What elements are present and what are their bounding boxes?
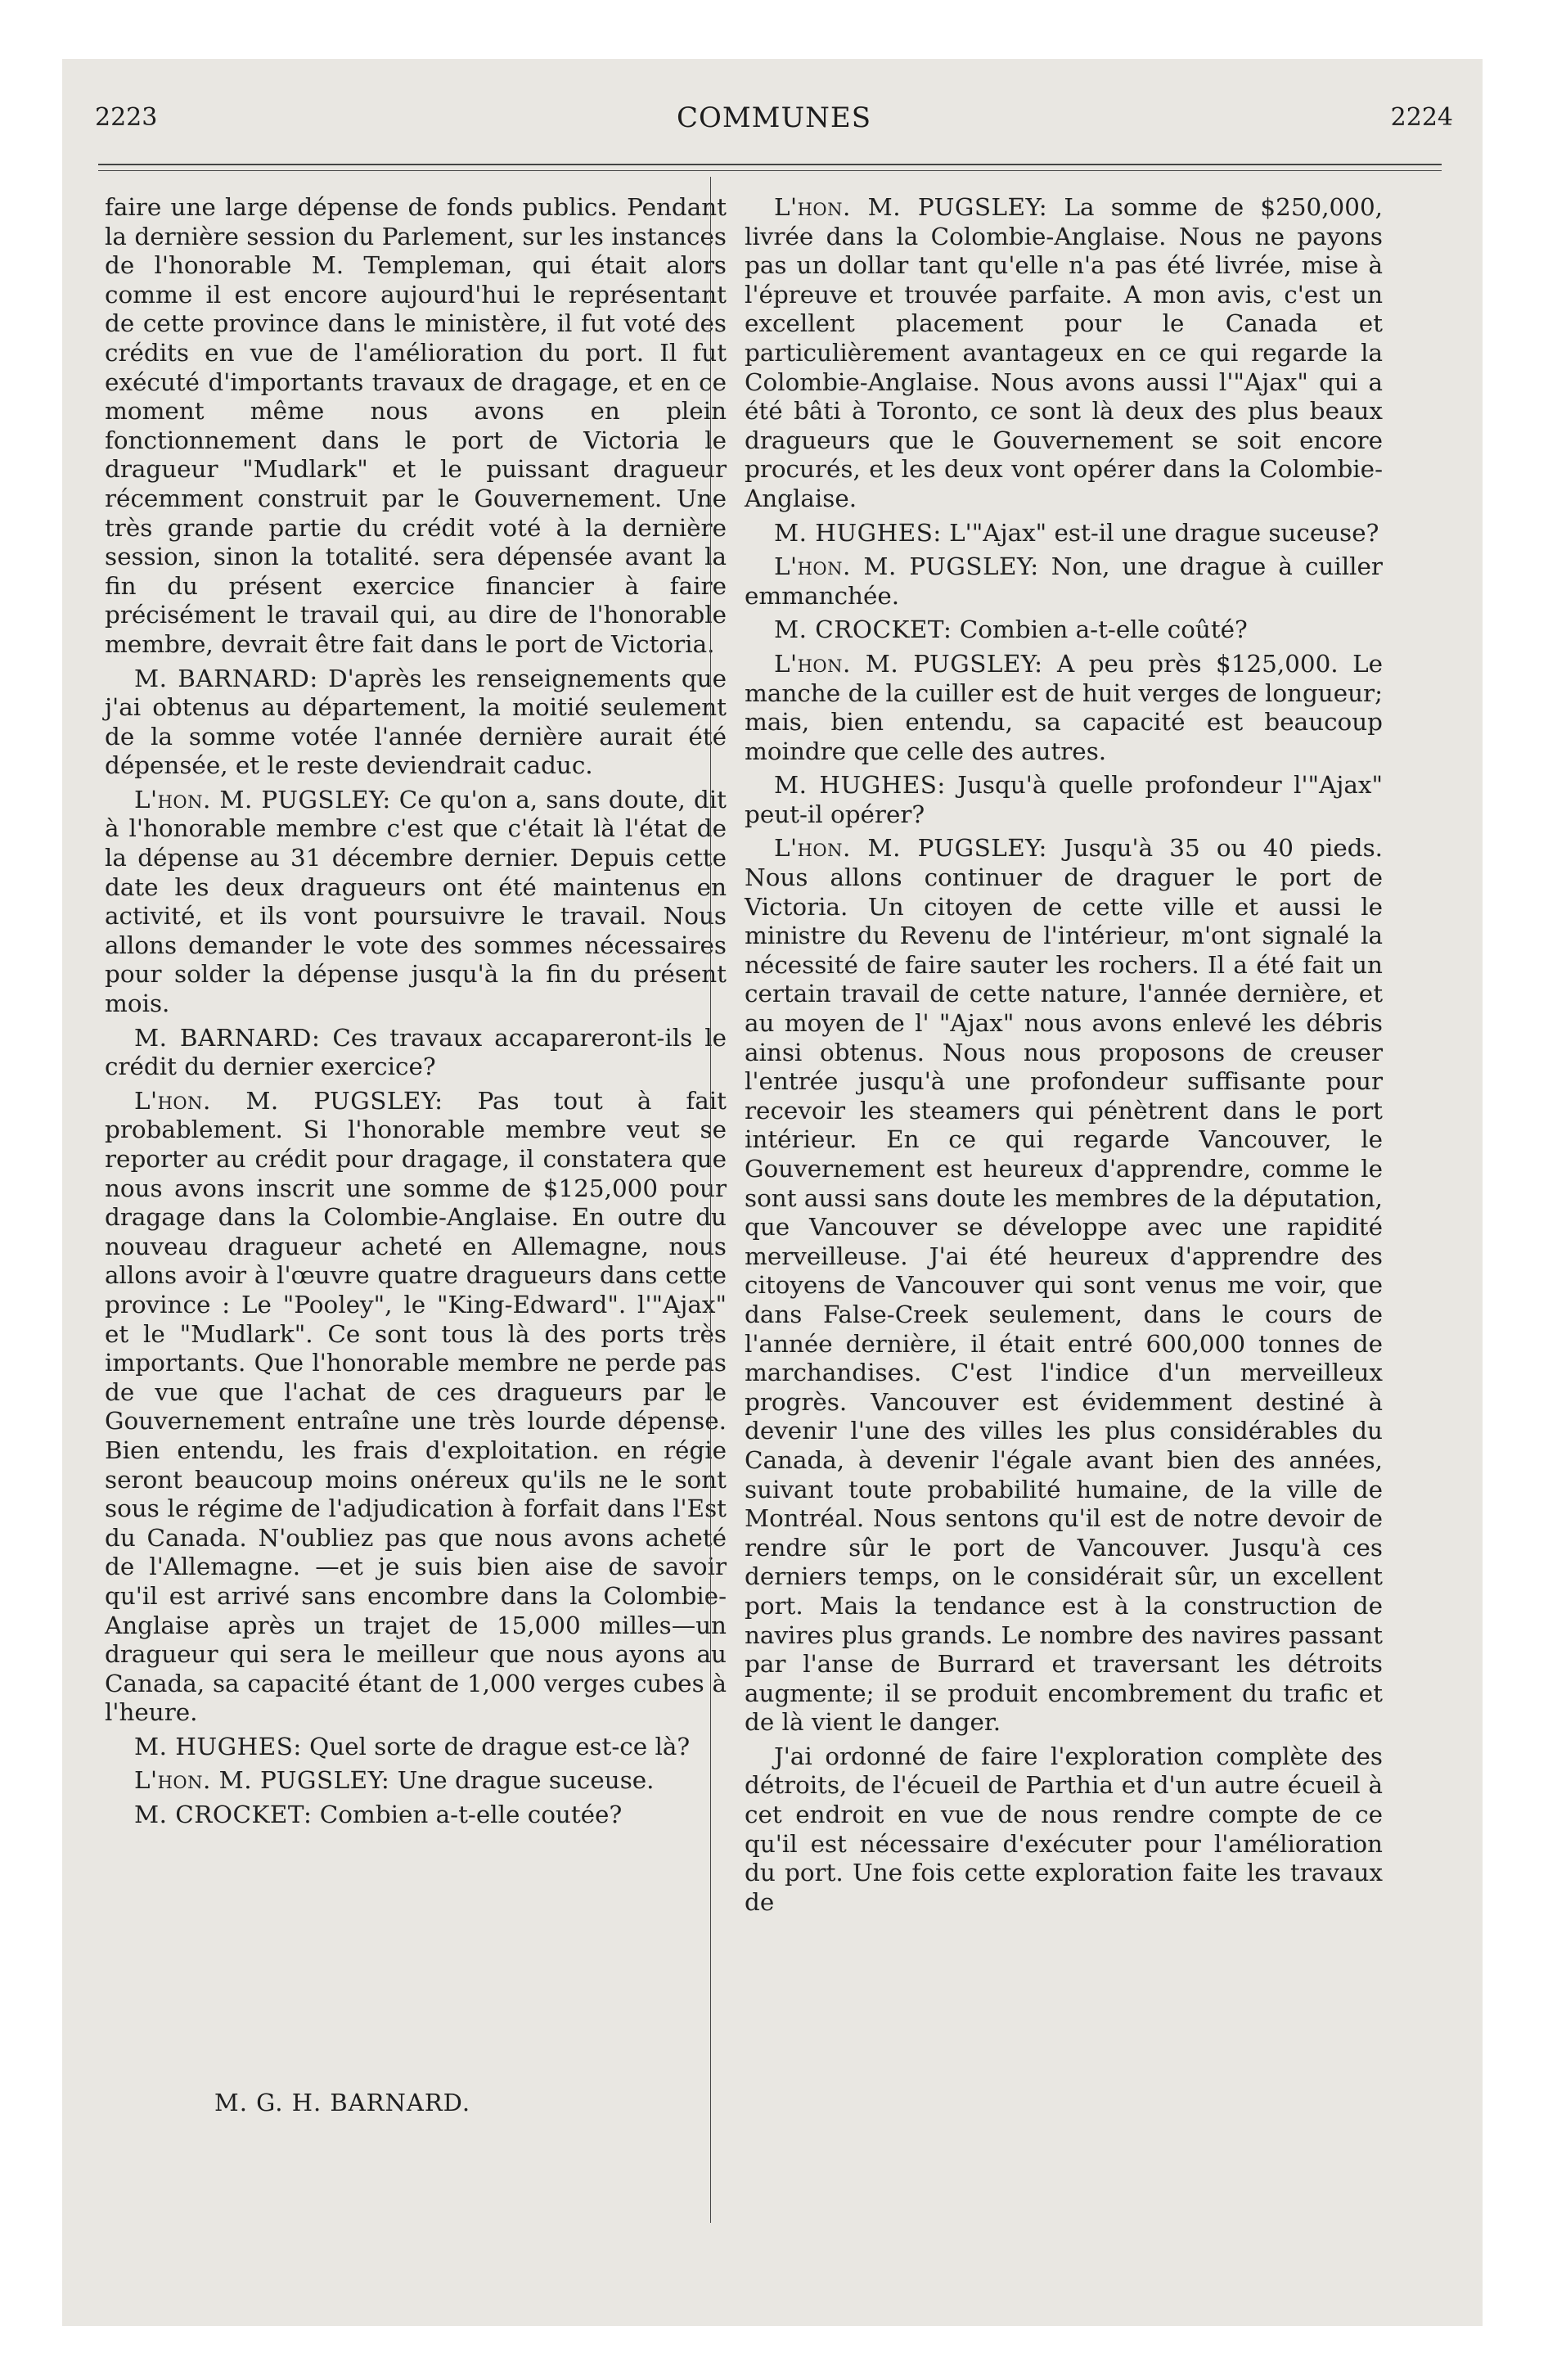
right-column: [745, 193, 1383, 1922]
paragraph: L'hon. M. PUGSLEY: La somme de $250,000, livrée dans la Colombie-Anglaise. Nous ne payons pas un dollar tant qu'elle n'a pas été livrée, mise à l'épreuve et trouvée parfaite. A mon avis, c'est un excellent placement pour le Canada et particulièrement avantageux en ce qui regarde la Colombie-Anglaise. Nous avons aussi l'"Ajax" qui a été bâti à Toronto, ce sont là deux des plus beaux dragueurs que le Gouvernement se soit encore procurés, et les deux vont opérer dans la Colombie-Anglaise.: [745, 193, 1383, 512]
paragraph: M. CROCKET: Combien a-t-elle coutée?: [134, 1801, 623, 1829]
paragraph: M. HUGHES: L'"Ajax" est-il une drague suceuse?: [774, 518, 1379, 547]
paragraph: L'hon. M. PUGSLEY: Ce qu'on a, sans doute, dit à l'honorable membre c'est que c'était là l'état de la dépense au 31 décembre dernier. Depuis cette date les deux dragueurs ont été maintenus en activité, et ils vont poursuivre le travail. Nous allons demander le vote des sommes nécessaires pour solder la dépense jusqu'à la fin du présent mois.: [105, 785, 727, 1018]
speaker: M. HUGHES:: [774, 518, 942, 547]
signature: M. G. H. BARNARD.: [214, 2089, 471, 2116]
paragraph: M. HUGHES: Jusqu'à quelle profondeur l'"Ajax" peut-il opérer?: [745, 771, 1384, 828]
page-title: COMMUNES: [676, 101, 872, 134]
speaker: M. HUGHES:: [774, 771, 946, 800]
paragraph: L'hon. M. PUGSLEY: Pas tout à fait probablement. Si l'honorable membre veut se reporter au crédit pour dragage, il constatera que nous avons inscrit une somme de $125,000 pour dragage dans la Colombie-Anglaise. En outre du nouveau dragueur acheté en Allemagne, nous allons avoir à l'œuvre quatre dragueurs dans cette province : Le "Pooley", le "King-Edward". l'"Ajax" et le "Mudlark". Ce sont tous là des ports très importants. Que l'honorable membre ne perde pas de vue que l'achat de ces dragueurs par le Gouvernement entraîne une très lourde dépense. Bien entendu, les frais d'exploitation. en régie seront beaucoup moins onéreux qu'ils ne le sont sous le régime de l'adjudication à forfait dans l'Est du Canada. N'oubliez pas que nous avons acheté de l'Allemagne. —et je suis bien aise de savoir qu'il est arrivé sans encombre dans la Colombie-Anglaise après un trajet de 15,000 milles—un dragueur qui sera le meilleur que nous ayons au Canada, sa capacité étant de 1,000 verges cubes à l'heure.: [105, 1086, 727, 1727]
header-rule-thin: [98, 170, 1442, 171]
speaker: M. BARNARD:: [134, 664, 318, 692]
speaker: L'hon. M. PUGSLEY:: [134, 1086, 443, 1115]
speaker: M. BARNARD:: [134, 1023, 321, 1052]
speaker: L'hon. M. PUGSLEY:: [774, 834, 1047, 863]
paragraph: L'hon. M. PUGSLEY: Une drague suceuse.: [134, 1766, 655, 1795]
speaker: L'hon. M. PUGSLEY:: [774, 193, 1048, 221]
page-header: [95, 97, 1453, 146]
right-page-number: 2224: [1390, 103, 1453, 132]
speaker: M. HUGHES:: [134, 1732, 302, 1760]
speaker: L'hon. M. PUGSLEY:: [774, 649, 1043, 678]
paragraph: M. HUGHES: Quel sorte de drague est-ce là?: [134, 1732, 691, 1760]
paragraph: faire une large dépense de fonds publics. Pendant la dernière session du Parlement, sur les instances de l'honorable M. Templeman, qui était alors comme il est encore aujourd'hui le représentant de cette province dans le ministère, il fut voté des crédits en vue de l'amélioration du port. Il fut exécuté d'importants travaux de dragage, et en ce moment même nous avons en plein fonctionnement dans le port de Victoria le dragueur "Mudlark" et le puissant dragueur récemment construit par le Gouvernement. Une très grande partie du crédit voté à la dernière session, sinon la totalité. sera dépensée avant la fin du présent exercice financier à faire précisément le travail qui, au dire de l'honorable membre, devrait être fait dans le port de Victoria.: [105, 193, 727, 658]
paragraph: M. CROCKET: Combien a-t-elle coûté?: [774, 615, 1248, 644]
speaker: L'hon. M. PUGSLEY:: [774, 552, 1039, 581]
paragraph: L'hon. M. PUGSLEY: Non, une drague à cuiller emmanchée.: [745, 552, 1383, 610]
column-divider: [710, 177, 711, 2223]
left-page-number: 2223: [95, 103, 158, 132]
speaker: M. CROCKET:: [134, 1801, 313, 1829]
speaker: M. CROCKET:: [774, 615, 952, 644]
header-rule: [98, 164, 1442, 165]
paragraph: L'hon. M. PUGSLEY: Jusqu'à 35 ou 40 pieds. Nous allons continuer de draguer le port de Victoria. Un citoyen de cette ville et aussi le ministre du Revenu de l'intérieur, m'ont signalé la nécessité de faire sauter les rochers. Il a été fait un certain travail de cette nature, l'année dernière, et au moyen de l' "Ajax" nous avons enlevé les débris ainsi obtenus. Nous nous proposons de creuser l'entrée jusqu'à une profondeur suffisante pour recevoir les steamers qui pénètrent dans le port intérieur. En ce qui regarde Vancouver, le Gouvernement est heureux d'apprendre, comme le sont aussi sans doute les membres de la députation, que Vancouver se développe avec une rapidité merveilleuse. J'ai été heureux d'apprendre des citoyens de Vancouver qui sont venus me voir, que dans False-Creek seulement, dans le cours de l'année dernière, il était entré 600,000 tonnes de marchandises. C'est l'indice d'un merveilleux progrès. Vancouver est évidemment destiné à devenir l'une des villes les plus considérables du Canada, à devenir l'égale avant bien des années, suivant toute probabilité humaine, de la ville de Montréal. Nous sentons qu'il est de notre devoir de rendre sûr le port de Vancouver. Jusqu'à ces derniers temps, on le considérait sûr, un excellent port. Mais la tendance est à la construction de navires plus grands. Le nombre des navires passant par l'anse de Burrard et traversant les détroits augmente; il se produit encombrement du trafic et de là vient le danger.: [745, 834, 1383, 1737]
paragraph: M. BARNARD: Ces travaux accapareront-ils le crédit du dernier exercice?: [105, 1023, 727, 1081]
paragraph: J'ai ordonné de faire l'exploration complète des détroits, de l'écueil de Parthia et d'un autre écueil à cet endroit en vue de nous rendre compte de ce qu'il est nécessaire d'exécuter pour l'amélioration du port. Une fois cette exploration faite les travaux de: [745, 1742, 1383, 1916]
paragraph: L'hon. M. PUGSLEY: A peu près $125,000. Le manche de la cuiller est de huit verges de longueur; mais, bien entendu, sa capacité est beaucoup moindre que celle des autres.: [745, 649, 1384, 765]
speaker: L'hon. M. PUGSLEY:: [134, 785, 391, 814]
left-column: [105, 193, 727, 1835]
speaker: L'hon. M. PUGSLEY:: [134, 1766, 390, 1795]
paragraph: M. BARNARD: D'après les renseignements que j'ai obtenus au département, la moitié seulement de la somme votée l'année dernière aurait été dépensée, et le reste deviendrait caduc.: [105, 664, 727, 780]
